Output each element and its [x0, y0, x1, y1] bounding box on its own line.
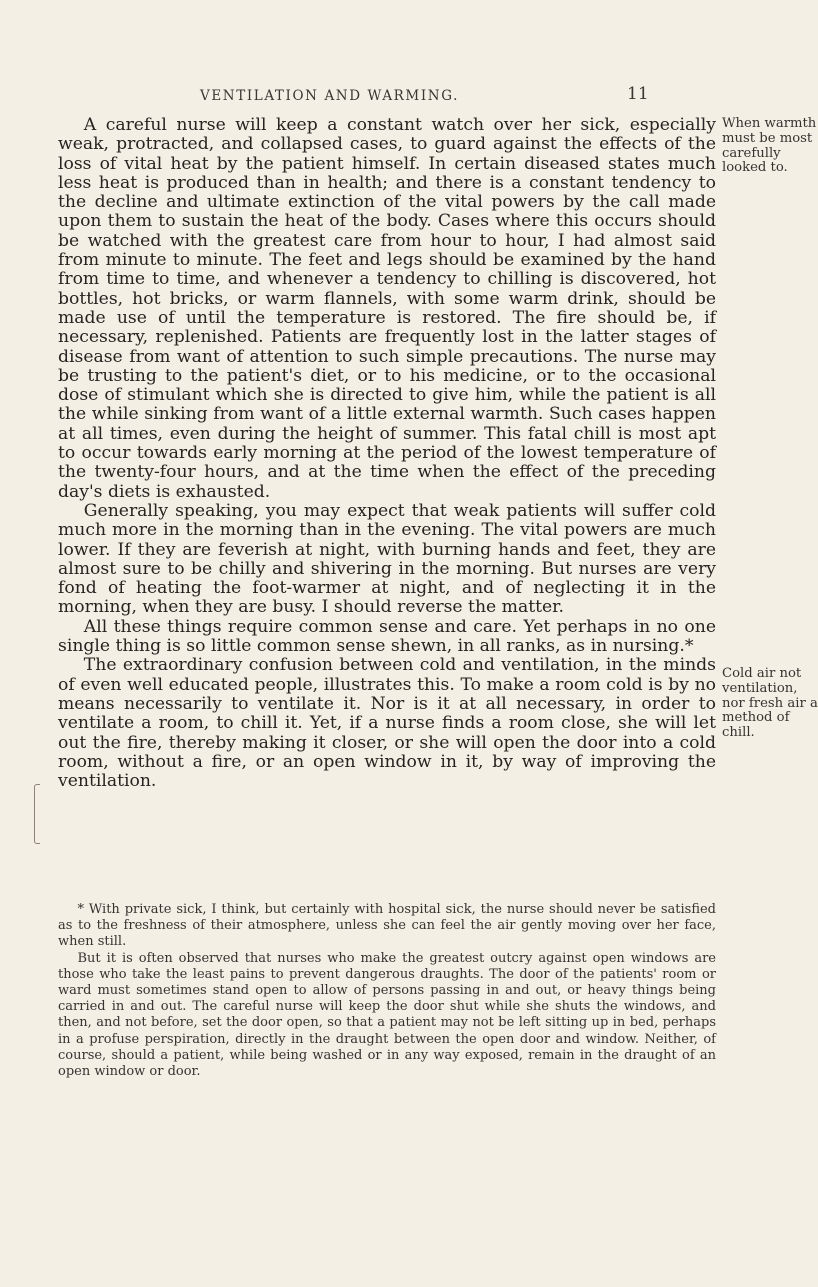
- footnote-paragraph: But it is often observed that nurses who make the greatest outcry against open windows are those who take the least pains to prevent dangerous draughts. The door of the patients' room or ward must sometimes stand open to allow of persons passing in and out, or heavy things being carried in and out. The careful nurse will keep the door shut while she shuts the windows, and then, and not before, set the door open, so that a patient may not be left sitting up in bed, perhaps in a profuse perspiration, directly in the draught between the open door and window. Neither, of course, should a patient, while being washed or in any way exposed, remain in the draught of an open window or door.: [58, 950, 716, 1080]
- sidenote-line: carefully: [722, 145, 781, 161]
- footnote-paragraph: * With private sick, I think, but certainly with hospital sick, the nurse should never be satisfied as to the freshness of their atmosphere, unless she can feel the air gently moving over her face, when still.: [58, 902, 716, 950]
- sidenote-warmth: [722, 116, 817, 176]
- sidenote-line: method of: [722, 710, 790, 726]
- sidenote-line: When warmth: [722, 116, 817, 131]
- main-text: [58, 116, 716, 791]
- sidenote-line: Cold air not: [722, 666, 802, 681]
- paragraph-warmth: A careful nurse will keep a constant watch over her sick, especially weak, protracted, and collapsed cases, to guard against the effects of the loss of vital heat by the patient himself. In certain diseased states much less heat is produced than in health; and there is a constant tendency to the decline and ultimate extinction of the vital powers by the call made upon them to sustain the heat of the body. Cases where this occurs should be watched with the greatest care from hour to hour, I had almost said from minute to minute. The feet and legs should be examined by the hand from time to time, and whenever a tendency to chilling is discovered, hot bottles, hot bricks, or warm flannels, with some warm drink, should be made use of until the temperature is restored. The fire should be, if necessary, replenished. Patients are frequently lost in the latter stages of disease from want of attention to such simple precautions. The nurse may be trusting to the patient's diet, or to his medicine, or to the occasional dose of stimulant which she is directed to give him, while the patient is all the while sinking from want of a little external warmth. Such cases happen at all times, even during the height of summer. This fatal chill is most apt to occur towards early morning at the period of the lowest temperature of the twenty-four hours, and at the time when the effect of the preceding day's diets is exhausted.: [58, 115, 716, 502]
- paragraph-morning-cold: Generally speaking, you may expect that weak patients will suffer cold much more in the morning than in the evening. The vital powers are much lower. If they are feverish at night, with burning hands and feet, they are almost sure to be chilly and shivering in the morning. But nurses are very fond of heating the foot-warmer at night, and of neglecting it in the morning, when they are busy. I should reverse the matter.: [58, 500, 716, 618]
- sidenote-line: nor fresh air a: [722, 695, 818, 711]
- margin-bracket: [34, 784, 40, 844]
- sidenote-line: ventilation,: [722, 680, 798, 696]
- page-number: 11: [627, 84, 649, 104]
- running-title: VENTILATION AND WARMING.: [200, 88, 459, 104]
- sidenote-line: looked to.: [722, 160, 788, 176]
- paragraph-common-sense: All these things require common sense and care. Yet perhaps in no one single thing is so little common sense shewn, in all ranks, as in nursing.*: [58, 616, 716, 657]
- paragraph-cold-ventilation: The extraordinary confusion between cold and ventilation, in the minds of even well educated people, illustrates this. To make a room cold is by no means necessarily to ventilate it. Nor is it at all necessary, in order to ventilate a room, to chill it. Yet, if a nurse finds a room close, she will let out the fire, thereby making it closer, or she will open the door into a cold room, without a fire, or an open window in it, by way of improving the ventilation.: [58, 655, 716, 792]
- footnote: [58, 902, 716, 1080]
- sidenote-line: chill.: [722, 725, 755, 741]
- sidenote-cold-air: [722, 666, 818, 741]
- sidenote-line: must be most: [722, 130, 813, 146]
